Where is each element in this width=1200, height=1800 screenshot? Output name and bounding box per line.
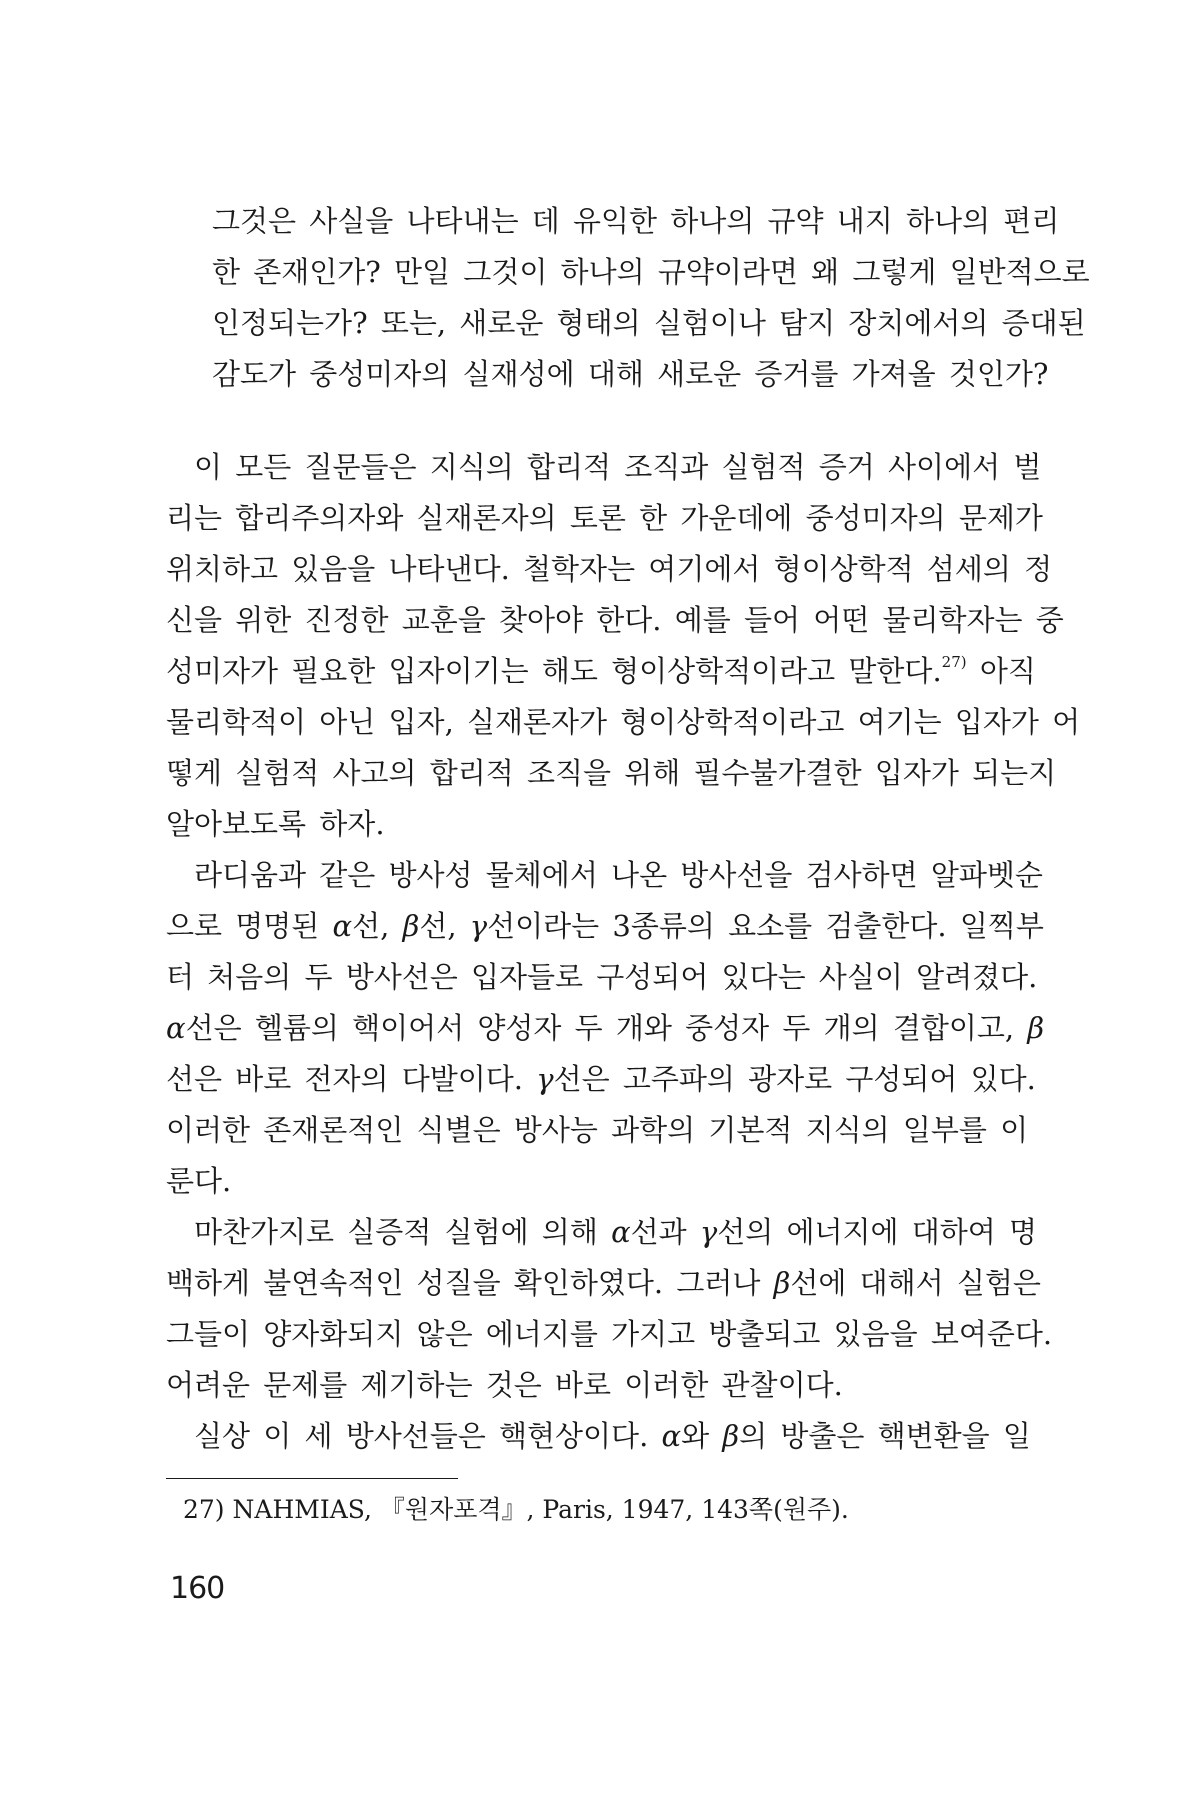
- beta-symbol: β: [722, 1419, 740, 1453]
- text-line: 이 모든 질문들은 지식의 합리적 조직과 실험적 증거 사이에서 벌: [194, 450, 1042, 484]
- paragraph-2: [166, 850, 1045, 1207]
- gamma-symbol: γ: [699, 1215, 718, 1249]
- text-segment: 마찬가지로 실증적 실험에 의해: [194, 1215, 612, 1249]
- paragraph-1: [166, 442, 1081, 850]
- text-line: [166, 1258, 1041, 1309]
- text-segment: 선이라는 3종류의 요소를 검출한다. 일찍부: [487, 909, 1044, 943]
- block-quote: [212, 196, 1090, 400]
- footnote-divider: [166, 1478, 458, 1479]
- text-segment: 선과: [630, 1215, 700, 1249]
- gamma-symbol: γ: [536, 1062, 554, 1096]
- text-segment: 선,: [419, 909, 470, 943]
- text-line: 위치하고 있음을 나타낸다. 철학자는 여기에서 형이상학적 섬세의 정: [166, 552, 1053, 586]
- text-line: [166, 1411, 1031, 1462]
- text-line: 라디움과 같은 방사성 물체에서 나온 방사선을 검사하면 알파벳순: [194, 858, 1043, 892]
- beta-symbol: β: [1027, 1011, 1045, 1045]
- text-segment: 으로 명명된: [166, 909, 333, 943]
- quote-line: 그것은 사실을 나타내는 데 유익한 하나의 규약 내지 하나의 편리: [212, 204, 1060, 238]
- quote-line: 감도가 중성미자의 실재성에 대해 새로운 증거를 가져올 것인가?: [212, 357, 1049, 391]
- text-segment: 아직: [966, 654, 1036, 688]
- footnote: [183, 1493, 849, 1527]
- text-segment: 선은 바로 전자의 다발이다.: [166, 1062, 537, 1096]
- text-line: 이러한 존재론적인 식별은 방사능 과학의 기본적 지식의 일부를 이: [166, 1113, 1029, 1147]
- text-line: [166, 901, 1044, 952]
- text-line: [166, 1054, 1036, 1105]
- text-line: 물리학적이 아닌 입자, 실재론자가 형이상학적이라고 여기는 입자가 어: [166, 705, 1081, 739]
- gamma-symbol: γ: [469, 909, 488, 943]
- text-line: 그들이 양자화되지 않은 에너지를 가지고 방출되고 있음을 보여준다.: [166, 1317, 1053, 1351]
- quote-line: 한 존재인가? 만일 그것이 하나의 규약이라면 왜 그렇게 일반적으로: [212, 255, 1090, 289]
- alpha-symbol: α: [661, 1419, 682, 1453]
- text-segment: 백하게 불연속적인 성질을 확인하였다. 그러나: [166, 1266, 774, 1300]
- text-line: 알아보도록 하자.: [166, 807, 385, 841]
- paragraph-3: [166, 1207, 1053, 1411]
- text-line: 리는 합리주의자와 실재론자의 토론 한 가운데에 중성미자의 문제가: [166, 501, 1043, 535]
- text-line: 떻게 실험적 사고의 합리적 조직을 위해 필수불가결한 입자가 되는지: [166, 756, 1057, 790]
- text-segment: 실상 이 세 방사선들은 핵현상이다.: [194, 1419, 662, 1453]
- text-segment: 선에 대해서 실험은: [790, 1266, 1041, 1300]
- text-line: 어려운 문제를 제기하는 것은 바로 이러한 관찰이다.: [166, 1368, 843, 1402]
- body-text: [166, 442, 1081, 1462]
- text-segment: 선은 헬륨의 핵이어서 양성자 두 개와 중성자 두 개의 결합이고,: [185, 1011, 1028, 1045]
- footnote-number: 27): [183, 1495, 225, 1524]
- alpha-symbol: α: [332, 909, 353, 943]
- text-line: 룬다.: [166, 1164, 232, 1198]
- text-line: [166, 646, 1036, 697]
- page-number: 160: [170, 1571, 225, 1606]
- text-line: [166, 1207, 1038, 1258]
- text-line: 터 처음의 두 방사선은 입자들로 구성되어 있다는 사실이 알려졌다.: [166, 960, 1038, 994]
- text-segment: 선의 에너지에 대하여 명: [717, 1215, 1038, 1249]
- footnote-reference[interactable]: 27): [941, 653, 967, 671]
- footnote-text: NAHMIAS, 『원자포격』, Paris, 1947, 143쪽(원주).: [232, 1495, 849, 1524]
- beta-symbol: β: [402, 909, 420, 943]
- text-segment: 의 방출은 핵변환을 일: [739, 1419, 1031, 1453]
- text-segment: 와: [681, 1419, 723, 1453]
- text-segment: 선은 고주파의 광자로 구성되어 있다.: [553, 1062, 1036, 1096]
- text-line: [166, 1003, 1045, 1054]
- alpha-symbol: α: [166, 1011, 186, 1045]
- text-line: 신을 위한 진정한 교훈을 찾아야 한다. 예를 들어 어떤 물리학자는 중: [166, 603, 1064, 637]
- beta-symbol: β: [773, 1266, 791, 1300]
- alpha-symbol: α: [611, 1215, 631, 1249]
- text-segment: 성미자가 필요한 입자이기는 해도 형이상학적이라고 말한다.: [166, 654, 942, 688]
- quote-line: 인정되는가? 또는, 새로운 형태의 실험이나 탐지 장치에서의 증대된: [212, 306, 1086, 340]
- paragraph-4: [166, 1411, 1031, 1462]
- text-segment: 선,: [352, 909, 403, 943]
